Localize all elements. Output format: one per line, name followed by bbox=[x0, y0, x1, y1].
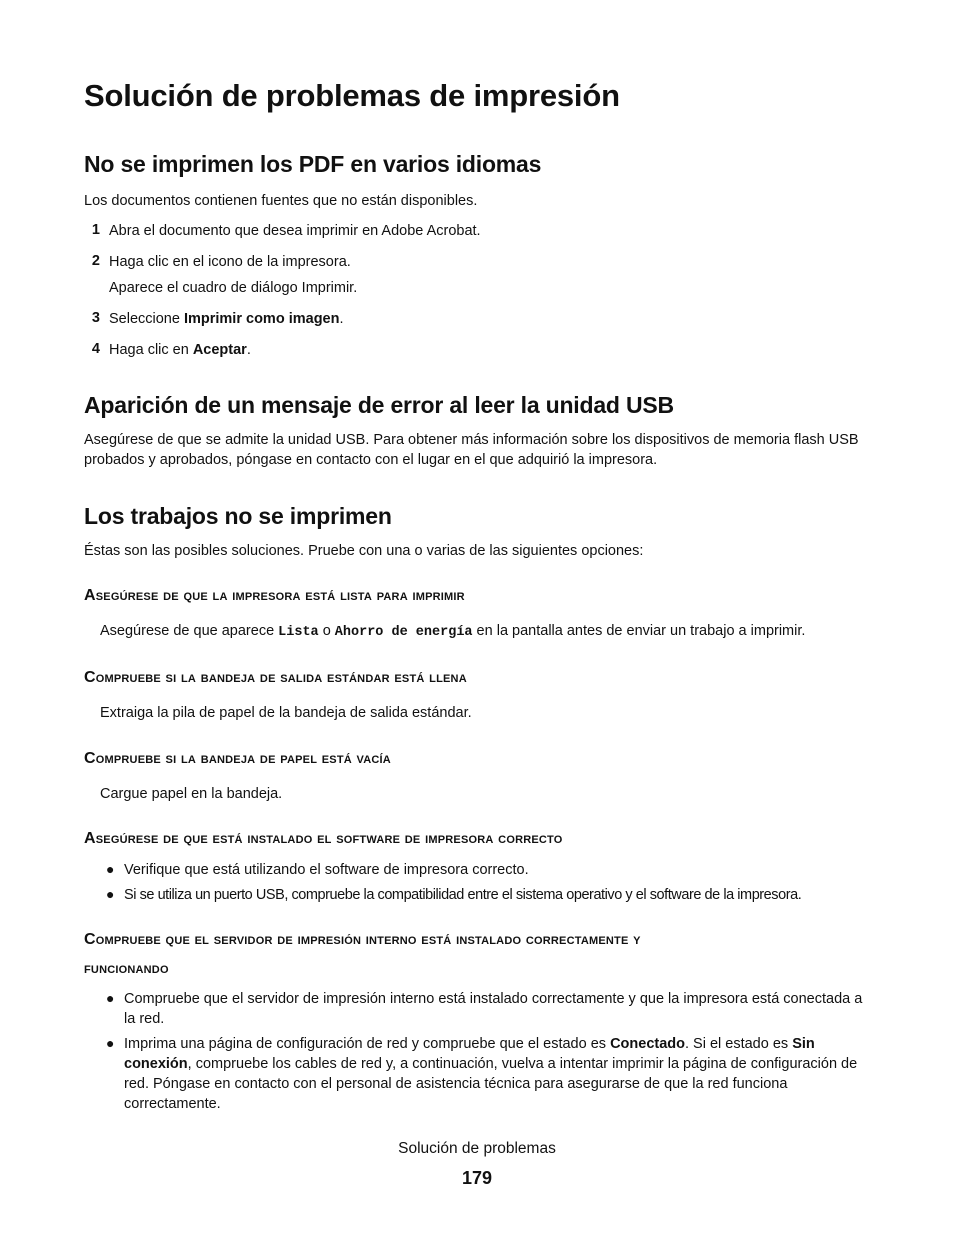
bold-term: Sin conexión bbox=[124, 1036, 815, 1072]
bullet-item: Si se utiliza un puerto USB, compruebe la compatibilidad entre el sistema operativo y el software de la impresora. bbox=[124, 887, 802, 903]
bullet-icon: ● bbox=[106, 886, 115, 902]
section-body: Asegúrese de que se admite la unidad USB. Para obtener más información sobre los dispositivos de memoria flash USB probados y aprobados, póngase en contacto con el lugar en el que adquirió la impresora. bbox=[84, 432, 859, 468]
subheading-printer-ready: Asegúrese de que la impresora está lista para imprimir bbox=[84, 587, 465, 604]
step-number: 4 bbox=[91, 341, 100, 357]
step-text: Haga clic en Aceptar. bbox=[109, 342, 251, 358]
section-heading-jobs: Los trabajos no se imprimen bbox=[84, 503, 392, 529]
bullet-item: Verifique que está utilizando el software de impresora correcto. bbox=[124, 862, 529, 878]
page-title: Solución de problemas de impresión bbox=[84, 78, 620, 113]
subheading-print-server: Compruebe que el servidor de impresión interno está instalado correctamente y bbox=[84, 931, 641, 948]
subheading-software: Asegúrese de que está instalado el software de impresora correcto bbox=[84, 830, 563, 847]
bullet-item: Imprima una página de configuración de red y compruebe que el estado es Conectado. Si el estado es Sin conexión, compruebe los cables de red y, a continuación, vuelva a intentar imprimir la página de configuración de red. Póngase en contacto con el personal de asistencia técnica para asegurarse de que la red funciona correctamente. bbox=[124, 1036, 858, 1112]
section-heading-usb: Aparición de un mensaje de error al leer la unidad USB bbox=[84, 392, 674, 418]
bold-term: Imprimir como imagen bbox=[183, 311, 340, 327]
step-text: Abra el documento que desea imprimir en Adobe Acrobat. bbox=[109, 223, 481, 239]
subheading-print-server-cont: funcionando bbox=[84, 960, 169, 977]
footer-label: Solución de problemas bbox=[398, 1140, 556, 1157]
step-note: Aparece el cuadro de diálogo Imprimir. bbox=[109, 280, 358, 296]
subheading-output-tray: Compruebe si la bandeja de salida estándar está llena bbox=[84, 669, 467, 686]
bullet-icon: ● bbox=[106, 990, 115, 1006]
paragraph: Cargue papel en la bandeja. bbox=[100, 786, 283, 802]
section-heading-pdf: No se imprimen los PDF en varios idiomas bbox=[84, 151, 542, 177]
bullet-icon: ● bbox=[106, 1035, 115, 1051]
step-number: 1 bbox=[91, 222, 100, 238]
paragraph: Extraiga la pila de papel de la bandeja de salida estándar. bbox=[100, 705, 472, 721]
display-message: Lista bbox=[278, 625, 319, 640]
bullet-item: Compruebe que el servidor de impresión interno está instalado correctamente y que la impresora está conectada a la red. bbox=[124, 991, 863, 1027]
page-number: 179 bbox=[461, 1168, 493, 1188]
step-text: Seleccione Imprimir como imagen. bbox=[109, 311, 344, 327]
subheading-paper-tray: Compruebe si la bandeja de papel está vacía bbox=[84, 750, 391, 767]
bold-term: Conectado bbox=[610, 1036, 685, 1052]
paragraph: Asegúrese de que aparece Lista o Ahorro de energía en la pantalla antes de enviar un trabajo a imprimir. bbox=[100, 623, 806, 640]
display-message: Ahorro de energía bbox=[334, 625, 473, 640]
step-number: 2 bbox=[91, 253, 100, 269]
bold-term: Aceptar bbox=[192, 342, 247, 358]
step-text: Haga clic en el icono de la impresora. bbox=[109, 254, 351, 270]
section-intro: Éstas son las posibles soluciones. Pruebe con una o varias de las siguientes opciones: bbox=[84, 543, 644, 559]
section-intro: Los documentos contienen fuentes que no están disponibles. bbox=[84, 193, 478, 209]
step-number: 3 bbox=[91, 310, 100, 326]
bullet-icon: ● bbox=[106, 861, 115, 877]
